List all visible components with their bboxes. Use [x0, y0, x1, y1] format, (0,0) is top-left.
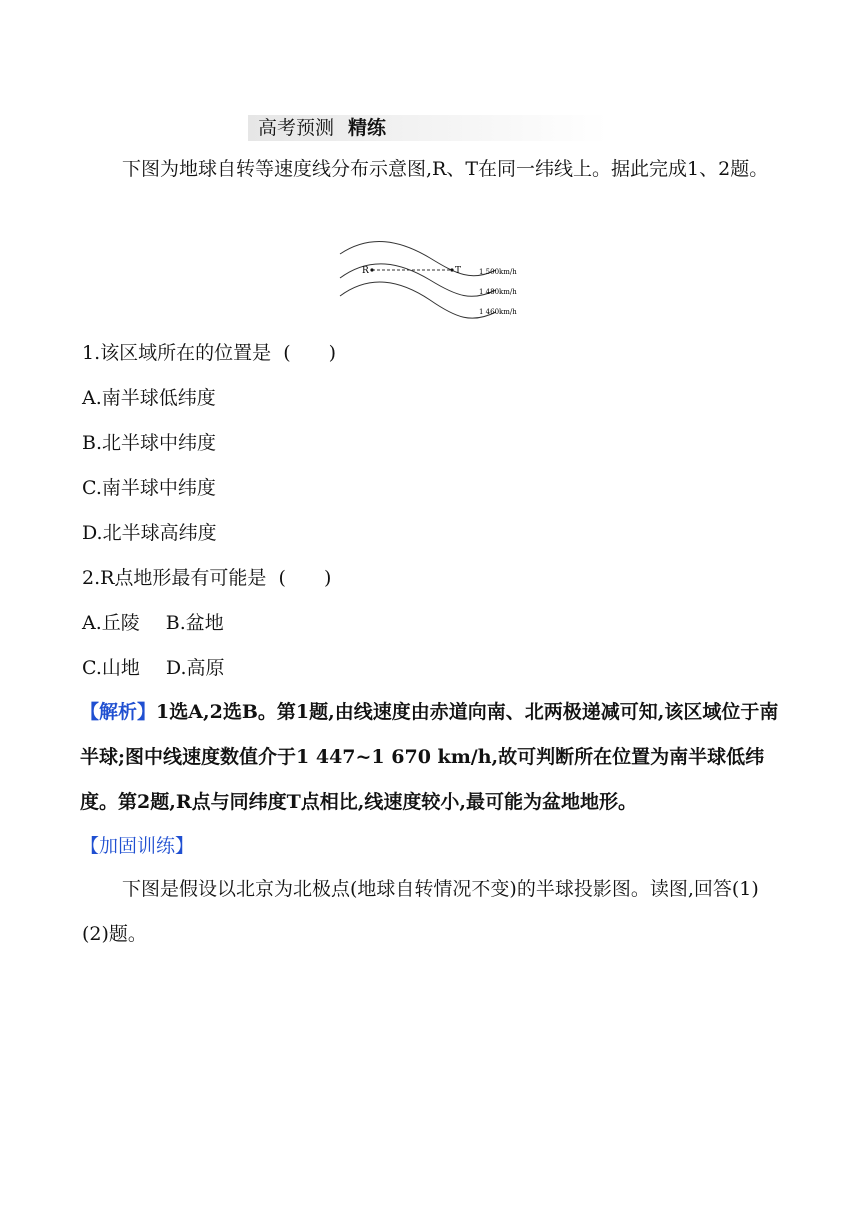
- question-2-option-b: B.盆地: [165, 612, 224, 634]
- section-title-main: 高考预测: [258, 117, 335, 139]
- analysis-paragraph: [80, 690, 782, 825]
- point-t: [450, 268, 453, 271]
- analysis-tag: 【解析】: [80, 701, 157, 723]
- analysis-text: 1选A,2选B。第1题,由线速度由赤道向南、北两极递减可知,该区域位于南半球;图中线速度数值介于1 447~1 670 km/h,故可判断所在位置为南半球低纬度。第2题,R点与同纬度T点相比,线速度较小,最可能为盆地地形。: [80, 701, 779, 813]
- point-r-label: R: [362, 266, 369, 276]
- question-2-stem: 2.R点地形最有可能是 ( ): [82, 567, 332, 589]
- velocity-label-1460: 1 460km/h: [479, 308, 517, 316]
- question-1-stem: 1.该区域所在的位置是 ( ): [82, 342, 337, 364]
- question-2-options-row-1: [82, 610, 224, 636]
- practice-tag: 【加固训练】: [80, 835, 195, 857]
- section-title: [248, 115, 608, 141]
- isovelocity-figure: [336, 238, 536, 328]
- question-2-options-row-2: [82, 655, 225, 681]
- intro-paragraph: 下图为地球自转等速度线分布示意图,R、T在同一纬线上。据此完成1、2题。: [122, 158, 769, 180]
- velocity-line-1460: [340, 282, 496, 318]
- point-t-label: T: [455, 266, 462, 276]
- point-r: [370, 268, 373, 271]
- question-2-option-c: C.山地: [82, 657, 140, 679]
- practice-paragraph: 下图是假设以北京为北极点(地球自转情况不变)的半球投影图。读图,回答(1)(2)题。: [82, 878, 759, 945]
- velocity-label-1500: 1 500km/h: [479, 268, 517, 276]
- question-1-option-b: B.北半球中纬度: [82, 432, 217, 454]
- question-2-option-d: D.高原: [165, 657, 225, 679]
- question-1-option-c: C.南半球中纬度: [82, 477, 216, 499]
- velocity-label-1480: 1 480km/h: [479, 288, 517, 296]
- question-2-option-a: A.丘陵: [82, 612, 140, 634]
- section-title-sub: 精练: [348, 117, 387, 139]
- question-1-option-a: A.南半球低纬度: [82, 387, 216, 409]
- question-1-option-d: D.北半球高纬度: [82, 522, 217, 544]
